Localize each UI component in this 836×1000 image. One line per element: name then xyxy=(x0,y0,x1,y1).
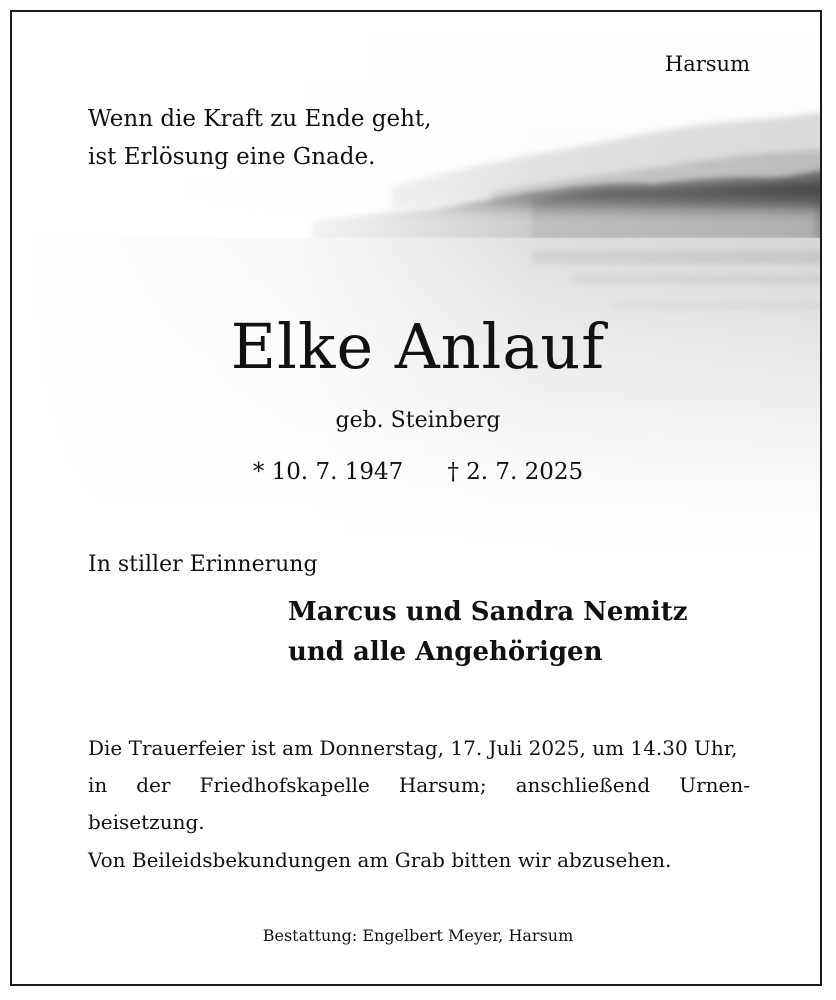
remembrance-text: In stiller Erinnerung xyxy=(88,552,318,577)
obituary-frame xyxy=(10,10,822,986)
death-date: † 2. 7. 2025 xyxy=(447,459,584,485)
ceremony-line: beisetzung. xyxy=(88,810,205,834)
mourners-line: und alle Angehörigen xyxy=(288,637,603,667)
condolence-note: Von Beileidsbekundungen am Grab bitten wir abzusehen. xyxy=(88,848,672,872)
motto-quote xyxy=(88,100,431,176)
ceremony-line: in der Friedhofskapelle Harsum; anschließend Urnen- xyxy=(88,773,750,797)
life-dates xyxy=(12,459,822,485)
funeral-home-credit: Bestattung: Engelbert Meyer, Harsum xyxy=(262,926,574,945)
deceased-name: Elke Anlauf xyxy=(230,310,606,383)
birth-date: * 10. 7. 1947 xyxy=(252,459,404,485)
mourners-block xyxy=(288,592,688,672)
motto-line: ist Erlösung eine Gnade. xyxy=(88,144,376,170)
motto-line: Wenn die Kraft zu Ende geht, xyxy=(88,106,432,132)
ceremony-details xyxy=(88,730,750,841)
maiden-name: geb. Steinberg xyxy=(335,408,501,433)
mourners-line: Marcus und Sandra Nemitz xyxy=(288,597,688,627)
ceremony-line: Die Trauerfeier ist am Donnerstag, 17. Juli 2025, um 14.30 Uhr, xyxy=(88,736,738,760)
place-name: Harsum xyxy=(664,52,750,76)
misty-lake-landscape xyxy=(12,12,822,572)
